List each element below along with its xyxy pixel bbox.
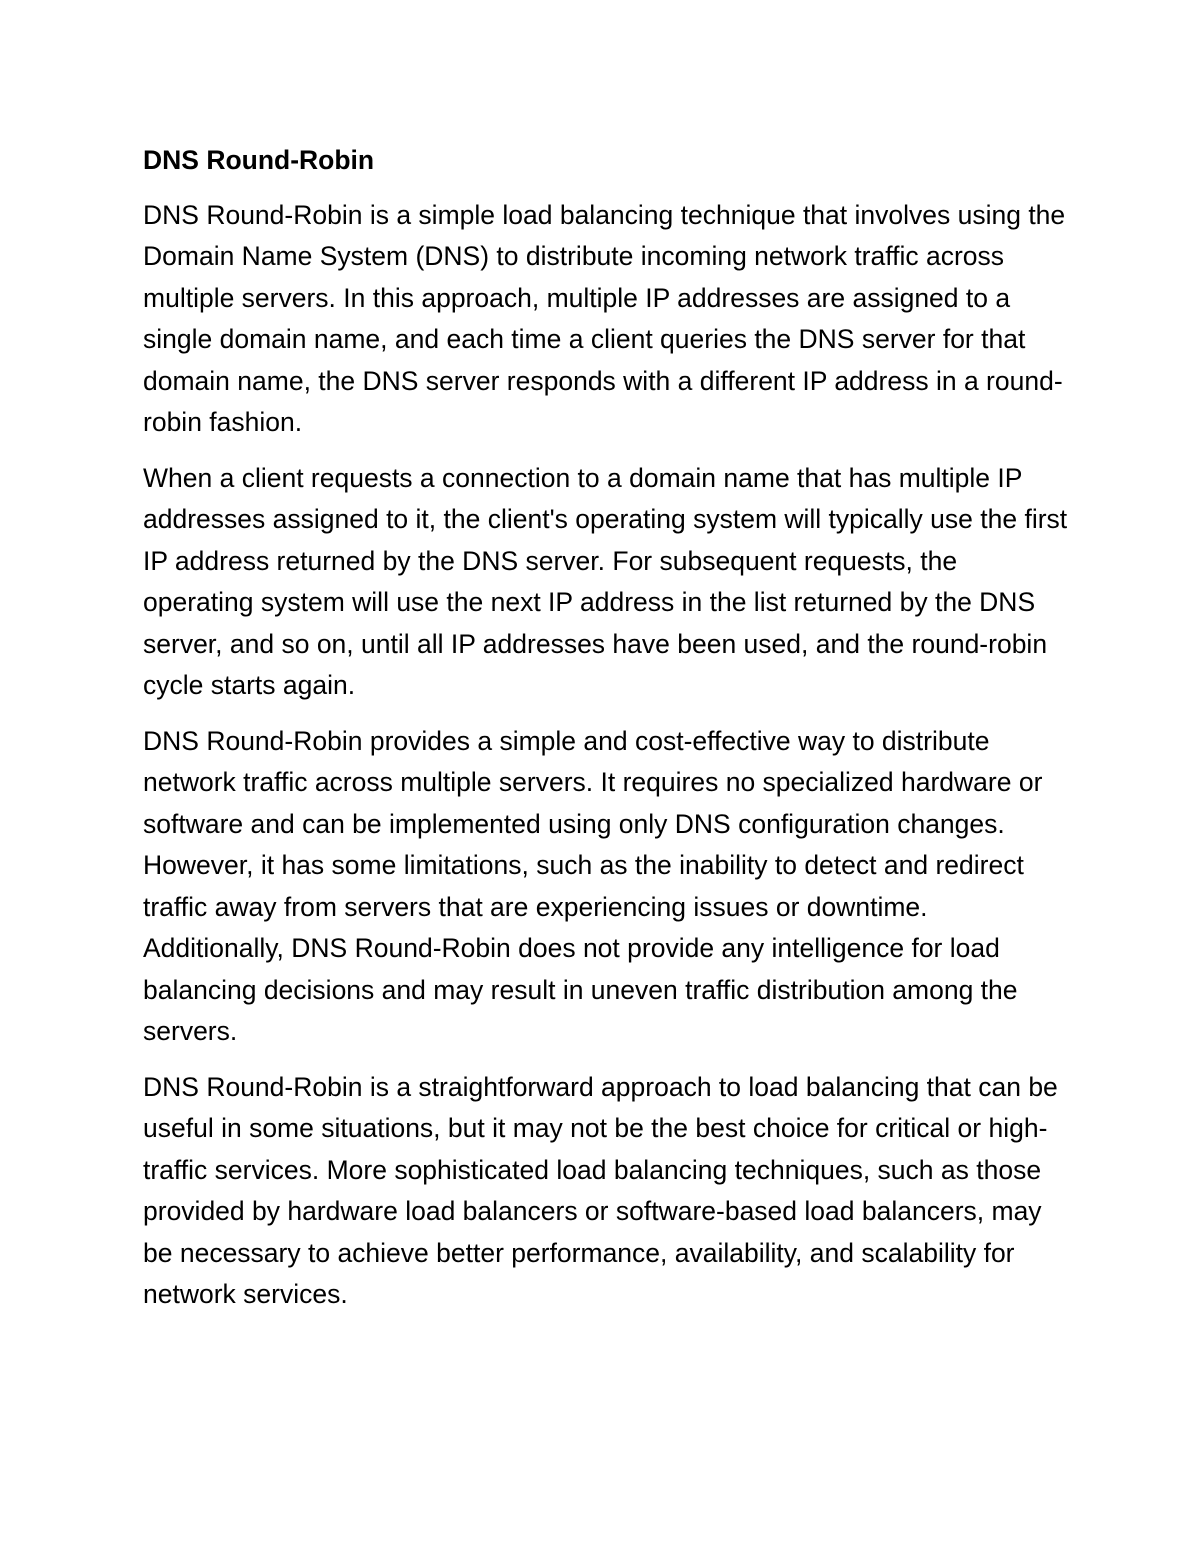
paragraph-2: When a client requests a connection to a domain name that has multiple IP addresses assigned to it, the client's operating system will typically use the first IP address returned by the DNS server. For subsequent requests, the operating system will use the next IP address in the list returned by the DNS server, and so on, until all IP addresses have been used, and the round-robin cycle starts again. bbox=[143, 462, 1068, 700]
paragraph-4: DNS Round-Robin is a straightforward approach to load balancing that can be useful in some situations, but it may not be the best choice for critical or high-traffic services. More sophisticated load balancing techniques, such as those provided by hardware load balancers or software-based load balancers, may be necessary to achieve better performance, availability, and scalability for network services. bbox=[143, 1071, 1058, 1309]
paragraph-3: DNS Round-Robin provides a simple and cost-effective way to distribute network traffic across multiple servers. It requires no specialized hardware or software and can be implemented using only DNS configuration changes. However, it has some limitations, such as the inability to detect and redirect traffic away from servers that are experiencing issues or downtime. Additionally, DNS Round-Robin does not provide any intelligence for load balancing decisions and may result in uneven traffic distribution among the servers. bbox=[143, 725, 1043, 1046]
paragraph-1: DNS Round-Robin is a simple load balancing technique that involves using the Domain Name System (DNS) to distribute incoming network traffic across multiple servers. In this approach, multiple IP addresses are assigned to a single domain name, and each time a client queries the DNS server for that domain name, the DNS server responds with a different IP address in a round-robin fashion. bbox=[143, 199, 1066, 437]
document-body bbox=[143, 140, 1073, 1330]
document-title: DNS Round-Robin bbox=[143, 145, 375, 175]
